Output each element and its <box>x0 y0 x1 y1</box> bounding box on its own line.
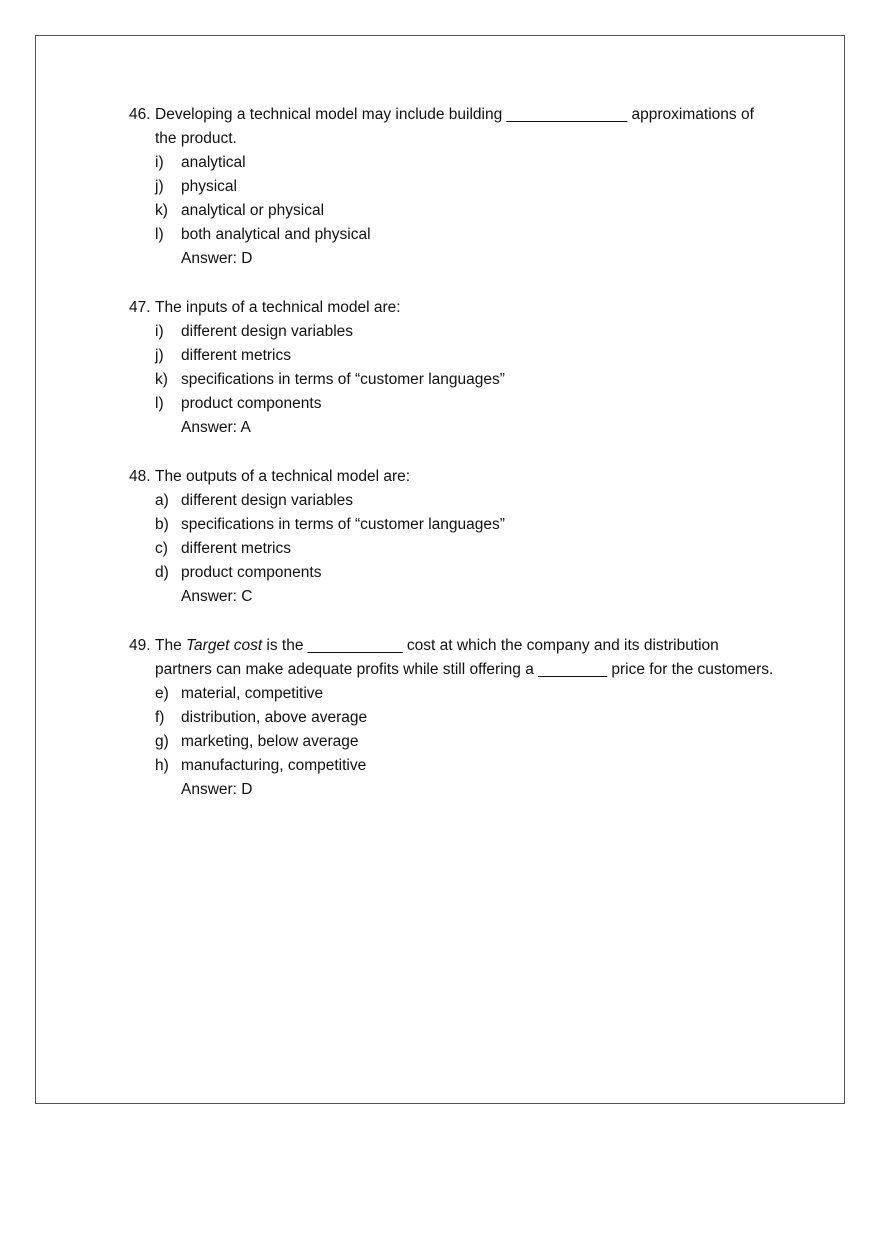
question-stem <box>129 634 779 682</box>
answer-text: Answer: C <box>181 588 253 605</box>
option-text: marketing, below average <box>181 733 359 750</box>
option-letter: c) <box>155 540 168 557</box>
option-text: physical <box>181 178 237 195</box>
question-stem <box>129 465 779 489</box>
option-item <box>129 682 779 706</box>
question-list <box>129 103 779 827</box>
option-text: both analytical and physical <box>181 226 371 243</box>
option-text: different design variables <box>181 492 354 509</box>
option-list <box>129 489 779 585</box>
target-cost-term: Target cost <box>186 637 263 654</box>
option-item <box>129 706 779 730</box>
option-item <box>129 151 779 175</box>
option-text: specifications in terms of “customer languages” <box>181 371 505 388</box>
answer-text: Answer: D <box>181 250 253 267</box>
option-item <box>129 754 779 778</box>
option-text: material, competitive <box>181 685 324 702</box>
option-item <box>129 320 779 344</box>
question-49 <box>129 634 779 802</box>
question-number: 46. <box>129 106 151 123</box>
question-stem <box>129 296 779 320</box>
option-item <box>129 344 779 368</box>
option-letter: f) <box>155 709 165 726</box>
option-letter: d) <box>155 564 169 581</box>
option-letter: g) <box>155 733 169 750</box>
option-item <box>129 489 779 513</box>
option-text: different metrics <box>181 347 291 364</box>
option-item <box>129 175 779 199</box>
option-item <box>129 223 779 247</box>
option-item <box>129 368 779 392</box>
option-text: distribution, above average <box>181 709 368 726</box>
option-letter: b) <box>155 516 169 533</box>
option-letter: j) <box>155 347 164 364</box>
answer-text: Answer: D <box>181 781 253 798</box>
question-text: The inputs of a technical model are: <box>155 299 401 316</box>
question-text-pre: The <box>155 637 187 654</box>
answer-text: Answer: A <box>181 419 251 436</box>
option-item <box>129 730 779 754</box>
option-text: different metrics <box>181 540 291 557</box>
option-list <box>129 682 779 778</box>
option-item <box>129 561 779 585</box>
option-text: specifications in terms of “customer languages” <box>181 516 505 533</box>
question-number: 47. <box>129 299 151 316</box>
option-letter: h) <box>155 757 169 774</box>
option-letter: i) <box>155 154 164 171</box>
option-letter: e) <box>155 685 169 702</box>
option-letter: a) <box>155 492 169 509</box>
option-list <box>129 151 779 247</box>
option-text: manufacturing, competitive <box>181 757 367 774</box>
option-item <box>129 199 779 223</box>
question-text <box>155 634 779 682</box>
option-letter: l) <box>155 395 164 412</box>
option-text: product components <box>181 395 322 412</box>
option-letter: l) <box>155 226 164 243</box>
question-text: Developing a technical model may include building ______________ approximations of the product. <box>155 106 754 147</box>
option-item <box>129 392 779 416</box>
question-46 <box>129 103 779 271</box>
question-number: 49. <box>129 637 151 654</box>
option-list <box>129 320 779 416</box>
option-letter: k) <box>155 371 168 388</box>
option-text: different design variables <box>181 323 354 340</box>
question-47 <box>129 296 779 440</box>
question-text-post: is the ___________ cost at which the company and its distribution partners can make adequate profits while still offering a ________ price for the customers. <box>155 637 774 678</box>
option-item <box>129 513 779 537</box>
option-text: analytical or physical <box>181 202 325 219</box>
option-letter: k) <box>155 202 168 219</box>
question-number: 48. <box>129 468 151 485</box>
option-text: analytical <box>181 154 246 171</box>
option-letter: j) <box>155 178 164 195</box>
option-letter: i) <box>155 323 164 340</box>
question-stem <box>129 103 779 151</box>
option-item <box>129 537 779 561</box>
question-text: The outputs of a technical model are: <box>155 468 411 485</box>
question-48 <box>129 465 779 609</box>
option-text: product components <box>181 564 322 581</box>
